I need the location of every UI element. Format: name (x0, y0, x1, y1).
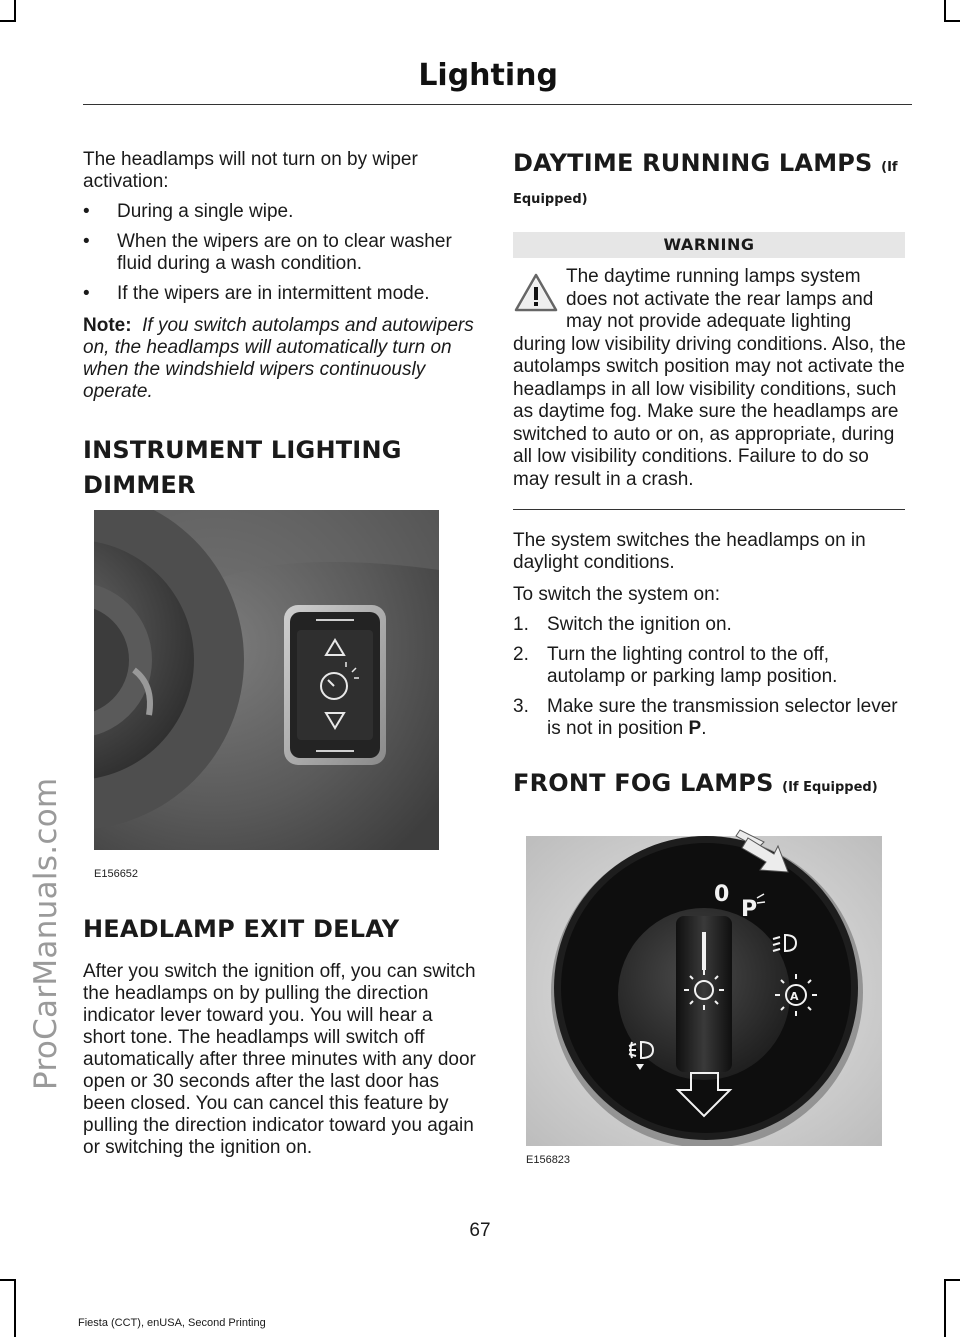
warning-text-body: during low visibility driving conditions. Also, the autolamps switch position may not activate the headlamps in all low visibility conditions, such as daytime fog. Make sure the headlamps are switched to auto or on, as appropriate, during all low visibility conditions. Failure to do so may result in a crash. (513, 333, 906, 490)
auto-position-label: A (790, 990, 799, 1003)
dimmer-switch-figure (94, 510, 439, 850)
step-number: 2. (513, 644, 529, 665)
warning-text (513, 266, 907, 491)
bullet-mark: • (83, 201, 90, 222)
step-text: Turn the lighting control to the off, autolamp or parking lamp position. (547, 644, 838, 687)
page-number: 67 (469, 1220, 491, 1241)
section-heading-drl (513, 148, 908, 183)
figure-code: E156652 (94, 868, 139, 880)
left-column (83, 149, 478, 505)
heading-suffix: Equipped) (513, 192, 588, 207)
note-label: Note: (83, 315, 132, 336)
dimmer-switch-illustration (94, 510, 439, 850)
warning-rule (513, 509, 905, 510)
heading-text: DAYTIME RUNNING LAMPS (513, 149, 873, 177)
edition-footer: Fiesta (CCT), enUSA, Second Printing (78, 1317, 266, 1329)
crop-mark (944, 1279, 946, 1337)
crop-mark (14, 0, 16, 20)
drl-heading-block (513, 148, 908, 211)
heading-suffix: (If (881, 160, 898, 175)
section-heading-fog-lamps (513, 768, 908, 803)
crop-mark (944, 20, 960, 22)
figure-code: E156823 (526, 1154, 571, 1166)
step-number: 1. (513, 614, 529, 635)
section-heading-exit-delay: HEADLAMP EXIT DELAY (83, 915, 400, 943)
crop-mark (14, 1279, 16, 1337)
list-item (83, 201, 478, 223)
bullet-text: During a single wipe. (117, 201, 294, 222)
step-text (547, 696, 908, 740)
step-text-position: P (688, 718, 702, 739)
step-item (513, 644, 908, 688)
crop-mark (0, 20, 16, 22)
off-position-label: 0 (714, 882, 730, 907)
step-item (513, 614, 908, 636)
step-text-end: . (701, 718, 707, 739)
lighting-control-illustration (526, 828, 882, 1146)
switch-on-intro: To switch the system on: (513, 584, 720, 605)
warning-label: WARNING (513, 232, 905, 258)
exit-delay-section (83, 914, 478, 1159)
bullet-text: When the wipers are on to clear washer fluid during a wash condition. (117, 231, 452, 274)
note (83, 315, 478, 403)
step-text: Switch the ignition on. (547, 614, 732, 635)
intro-text: The headlamps will not turn on by wiper activation: (83, 149, 418, 192)
bullet-mark: • (83, 283, 90, 304)
heading-suffix: (If Equipped) (782, 780, 878, 795)
system-text: The system switches the headlamps on in daylight conditions. (513, 530, 866, 573)
exit-delay-text: After you switch the ignition off, you can switch the headlamps on by pulling the direction indicator lever toward you. You will hear a short tone. The headlamps will switch off automatically after three minutes with any door open or 30 seconds after the last door has been closed. You can cancel this feature by pulling the direction indicator toward you again or switching the ignition on. (83, 961, 476, 1158)
step-item (513, 696, 908, 740)
drl-body (513, 530, 908, 803)
crop-mark (944, 0, 946, 20)
section-heading-dimmer (83, 435, 478, 505)
parking-position-label: P (741, 897, 758, 922)
note-text: If you switch autolamps and autowipers on, the headlamps will automatically turn on when the windshield wipers continuously operate. (83, 315, 474, 402)
watermark: ProCarManuals.com (28, 777, 64, 1090)
bullet-mark: • (83, 231, 90, 252)
list-item (83, 283, 478, 305)
heading-text: FRONT FOG LAMPS (513, 769, 774, 797)
header-rule (83, 104, 912, 105)
lighting-control-figure (526, 828, 882, 1146)
crop-mark (944, 1279, 960, 1281)
step-text-main: Make sure the transmission selector lever is not in position (547, 696, 898, 739)
heading-line: INSTRUMENT LIGHTING (83, 436, 402, 464)
list-item (83, 231, 478, 275)
heading-suffix-line (513, 189, 908, 211)
step-number: 3. (513, 696, 529, 717)
bullet-list (83, 201, 478, 305)
bullet-text: If the wipers are in intermittent mode. (117, 283, 430, 304)
warning-text-lead: The daytime running lamps system does not activate the rear lamps and may not provide adequate lighting (566, 266, 874, 332)
heading-line: DIMMER (83, 471, 196, 499)
page-title: Lighting (418, 58, 558, 93)
